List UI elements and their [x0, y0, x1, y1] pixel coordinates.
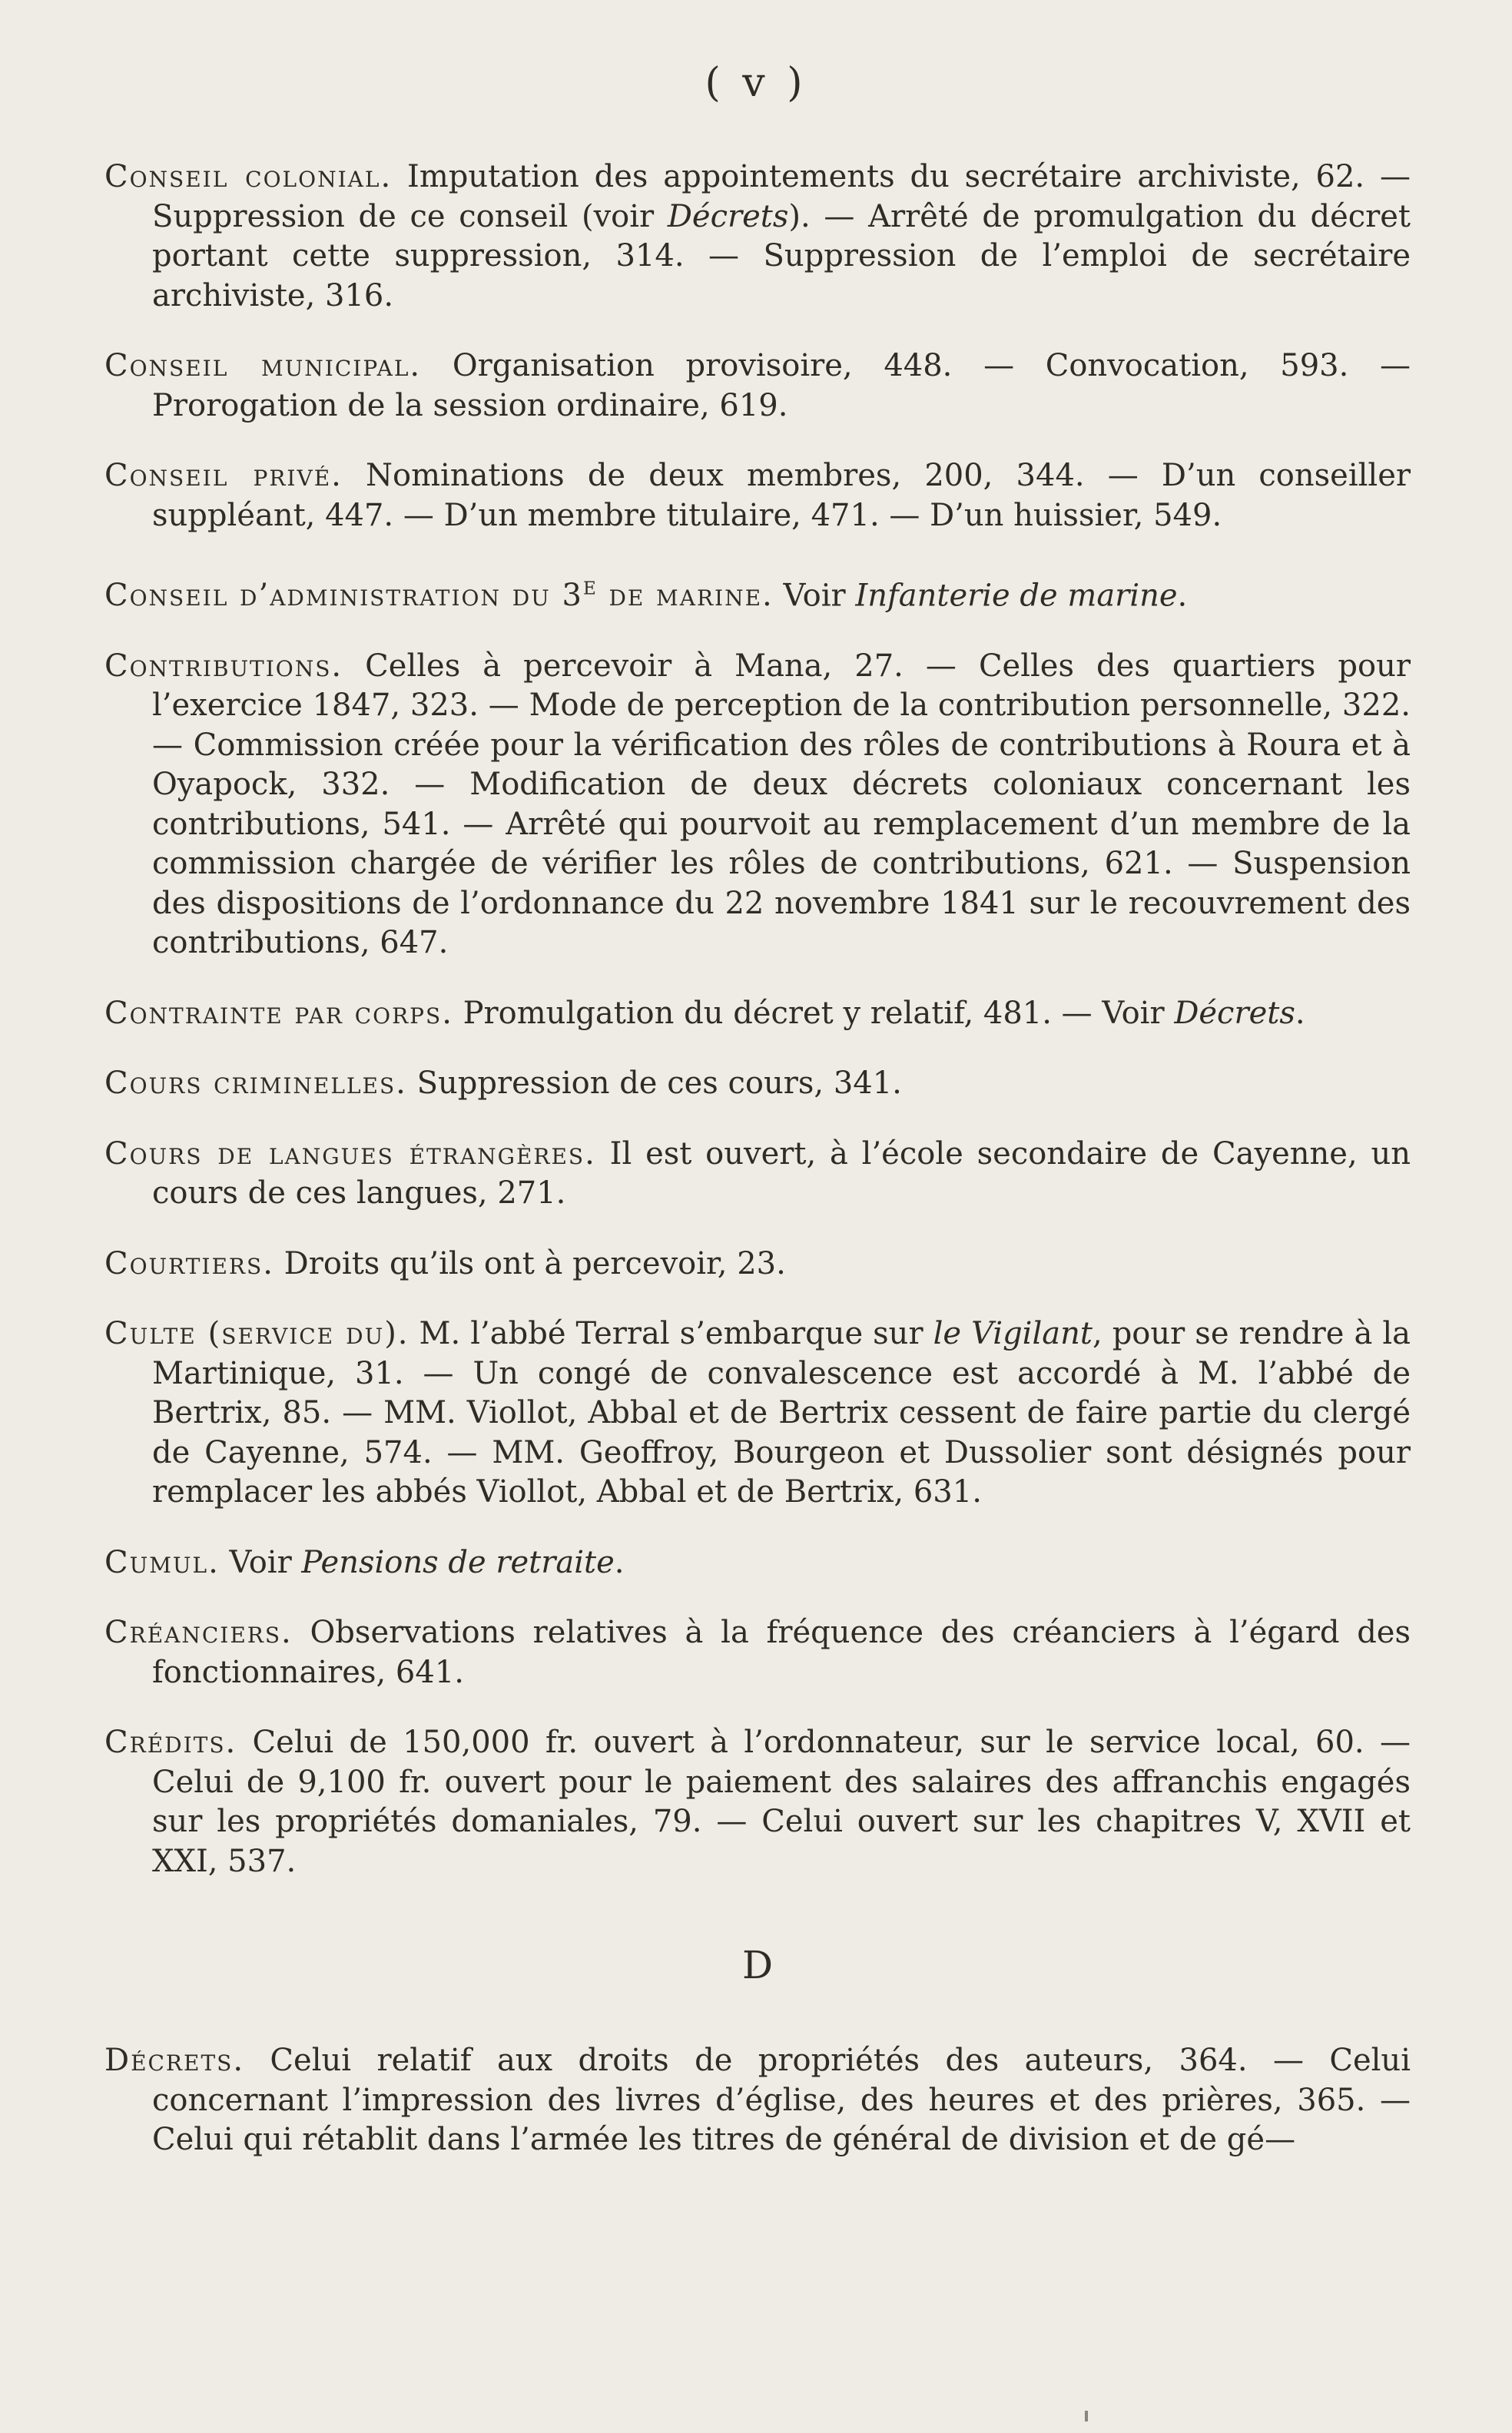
entry-head: Courtiers. [104, 1245, 274, 1281]
entry-text: Droits qu’ils ont à percevoir, 23. [274, 1245, 786, 1281]
entry-text: Il est ouvert, à l’école secondaire de Cayenne, un cours de ces langues, 271. [152, 1135, 1411, 1212]
entry-text: Nominations de deux membres, 200, 344. — D’un conseiller suppléant, 447. — D’un membre titulaire, 471. — D’un huissier, 549. [152, 458, 1411, 533]
index-entry-contrainte-par-corps [104, 994, 1411, 1034]
entry-text: Celui relatif aux droits de propriétés des auteurs, 364. — Celui concernant l’impression des livres d’église, des heures et des prières, 365. — Celui qui rétablit dans l’armée les titres de général de division et de gé— [152, 2043, 1411, 2158]
entry-text: Celui de 150,000 fr. ouvert à l’ordonnateur, sur le service local, 60. — Celui de 9,100 fr. ouvert pour le paiement des salaires des affranchis engagés sur les propriétés domaniales, 79. — Celui ouvert sur les chapitres V, XVII et XXI, 537. [152, 1725, 1411, 1879]
entry-head-text: Culte ( [104, 1316, 222, 1352]
entry-crossref: Décrets [667, 198, 789, 234]
entry-crossref: Infanterie de marine [855, 578, 1178, 614]
entry-head: Cumul. [104, 1544, 220, 1580]
entry-text: Promulgation du décret y relatif, 481. — Voir [453, 995, 1175, 1031]
entry-head-number: 3 [562, 578, 583, 614]
entry-text: Celles à percevoir à Mana, 27. — Celles des quartiers pour l’exercice 1847, 323. — Mode de perception de la contribution personnelle, 322. — Commission créée pour la vérification des rôles de contributions à Roura et à Oyapock, 332. — Modification de deux décrets coloniaux concernant les contributions, 541. — Arrêté qui pourvoit au remplacement d’un membre de la commission chargée de vérifier les rôles de contributions, 621. — Suspension des dispositions de l’ordonnance du 22 novembre 1841 sur le recouvrement des contributions, 647. [152, 648, 1411, 961]
entry-head: Conseil municipal. [104, 348, 422, 383]
index-entry-courtiers [104, 1245, 1411, 1284]
index-entry-conseil-prive [104, 456, 1411, 535]
index-entry-conseil-colonial [104, 157, 1411, 316]
index-entry-cumul [104, 1543, 1411, 1583]
index-entry-culte [104, 1314, 1411, 1513]
index-entry-decrets [104, 2041, 1411, 2160]
entry-text: Voir [773, 578, 856, 614]
entry-head: Conseil privé. [104, 458, 343, 493]
section-letter: D [741, 1943, 774, 1988]
entry-head: Conseil colonial. [104, 159, 393, 194]
entry-text: ). — Arrêté de promulgation du décret portant cette suppression, 314. — Suppression de l’emploi de secrétaire archiviste, 316. [152, 198, 1411, 313]
entry-crossref: Décrets [1174, 995, 1295, 1031]
entry-crossref: Pensions de retraite [301, 1544, 615, 1580]
entry-head-text: Conseil d’administration du [104, 578, 562, 614]
page-folio: ( v ) [705, 60, 807, 106]
entry-head: Crédits. [104, 1725, 237, 1761]
entry-head: Contributions. [104, 648, 343, 684]
entry-head-text: de marine. [597, 578, 774, 614]
index-entry-conseil-administration [104, 566, 1411, 616]
index-entry-contributions [104, 647, 1411, 963]
index-entry-creanciers [104, 1613, 1411, 1692]
entry-head-superscript: e [582, 571, 598, 601]
index-entry-cours-criminelles [104, 1064, 1411, 1104]
index-entry-credits [104, 1723, 1411, 1881]
entry-text: Organisation provisoire, 448. — Convocation, 593. — Prorogation de la session ordinaire, 619. [152, 348, 1411, 423]
ship-name: le Vigilant [933, 1316, 1093, 1352]
index-entries [104, 127, 1411, 2182]
entry-text: . [1295, 995, 1305, 1031]
entry-text: M. l’abbé Terral s’embarque sur [409, 1316, 933, 1352]
entry-text: Observations relatives à la fréquence des créanciers à l’égard des fonctionnaires, 641. [152, 1615, 1411, 1690]
entry-text: , pour se rendre à la Martinique, 31. — Un congé de convalescence est accordé à M. l’abbé de Bertrix, 85. — MM. Viollot, Abbal et de Bertrix cessent de faire partie du clergé de Cayenne, 574. — MM. Geoffroy, Bourgeon et Dussolier sont désignés pour remplacer les abbés Viollot, Abbal et de Bertrix, 631. [152, 1316, 1411, 1510]
entry-head [104, 1316, 410, 1351]
entry-head-text: ). [384, 1316, 410, 1352]
entry-head: Décrets. [104, 2043, 245, 2079]
entry-head [104, 571, 774, 614]
entry-head: Cours de langues étrangères. [104, 1135, 596, 1172]
entry-text: . [1177, 578, 1188, 614]
index-entry-conseil-municipal [104, 346, 1411, 426]
entry-head-inner: service du [221, 1316, 385, 1352]
entry-head: Contrainte par corps. [104, 995, 453, 1031]
page-speck [1085, 2411, 1088, 2421]
entry-head: Créanciers. [104, 1615, 293, 1651]
index-entry-cours-de-langues [104, 1135, 1411, 1214]
entry-text: Imputation des appointements du secrétaire archiviste, 62. — Suppression de ce conseil (voir [152, 159, 1411, 234]
entry-text: . [614, 1544, 625, 1580]
entry-text: Voir [219, 1544, 302, 1580]
entry-text: Suppression de ces cours, 341. [406, 1066, 902, 1102]
entry-head: Cours criminelles. [104, 1066, 407, 1102]
